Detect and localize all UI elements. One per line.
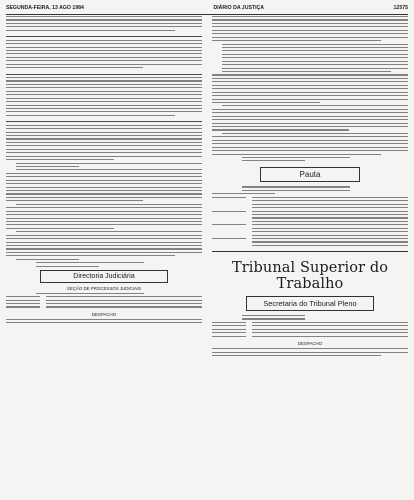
header-date: SEGUNDA-FEIRA, 13 AGO 1984 <box>6 5 84 11</box>
right-column <box>212 16 408 496</box>
section-divider <box>212 251 408 252</box>
directoria-judiciaria-heading: Directoria Judiciária <box>40 270 168 283</box>
right-body-text <box>212 16 408 161</box>
header-page-number: 12575 <box>393 5 408 11</box>
left-column <box>6 16 202 496</box>
parties-list <box>6 296 202 310</box>
left-body-text <box>6 16 202 267</box>
pauta-entries <box>212 197 408 249</box>
pauta-heading: Pauta <box>260 167 360 182</box>
tribunal-superior-trabalho-title: Tribunal Superior do Trabalho <box>231 260 389 293</box>
despacho-heading-right: DESPACHO <box>297 341 323 347</box>
header-journal: DIÁRIO DA JUSTIÇA <box>213 5 265 11</box>
process-entry <box>212 315 408 339</box>
despacho-heading-left: DESPACHO <box>91 311 117 317</box>
secretaria-tribunal-pleno-heading: Secretaria do Tribunal Pleno <box>246 296 374 311</box>
secao-processos-judiciais: SEÇÃO DE PROCESSOS JUDICIAIS <box>66 285 142 291</box>
page-header <box>6 3 408 15</box>
